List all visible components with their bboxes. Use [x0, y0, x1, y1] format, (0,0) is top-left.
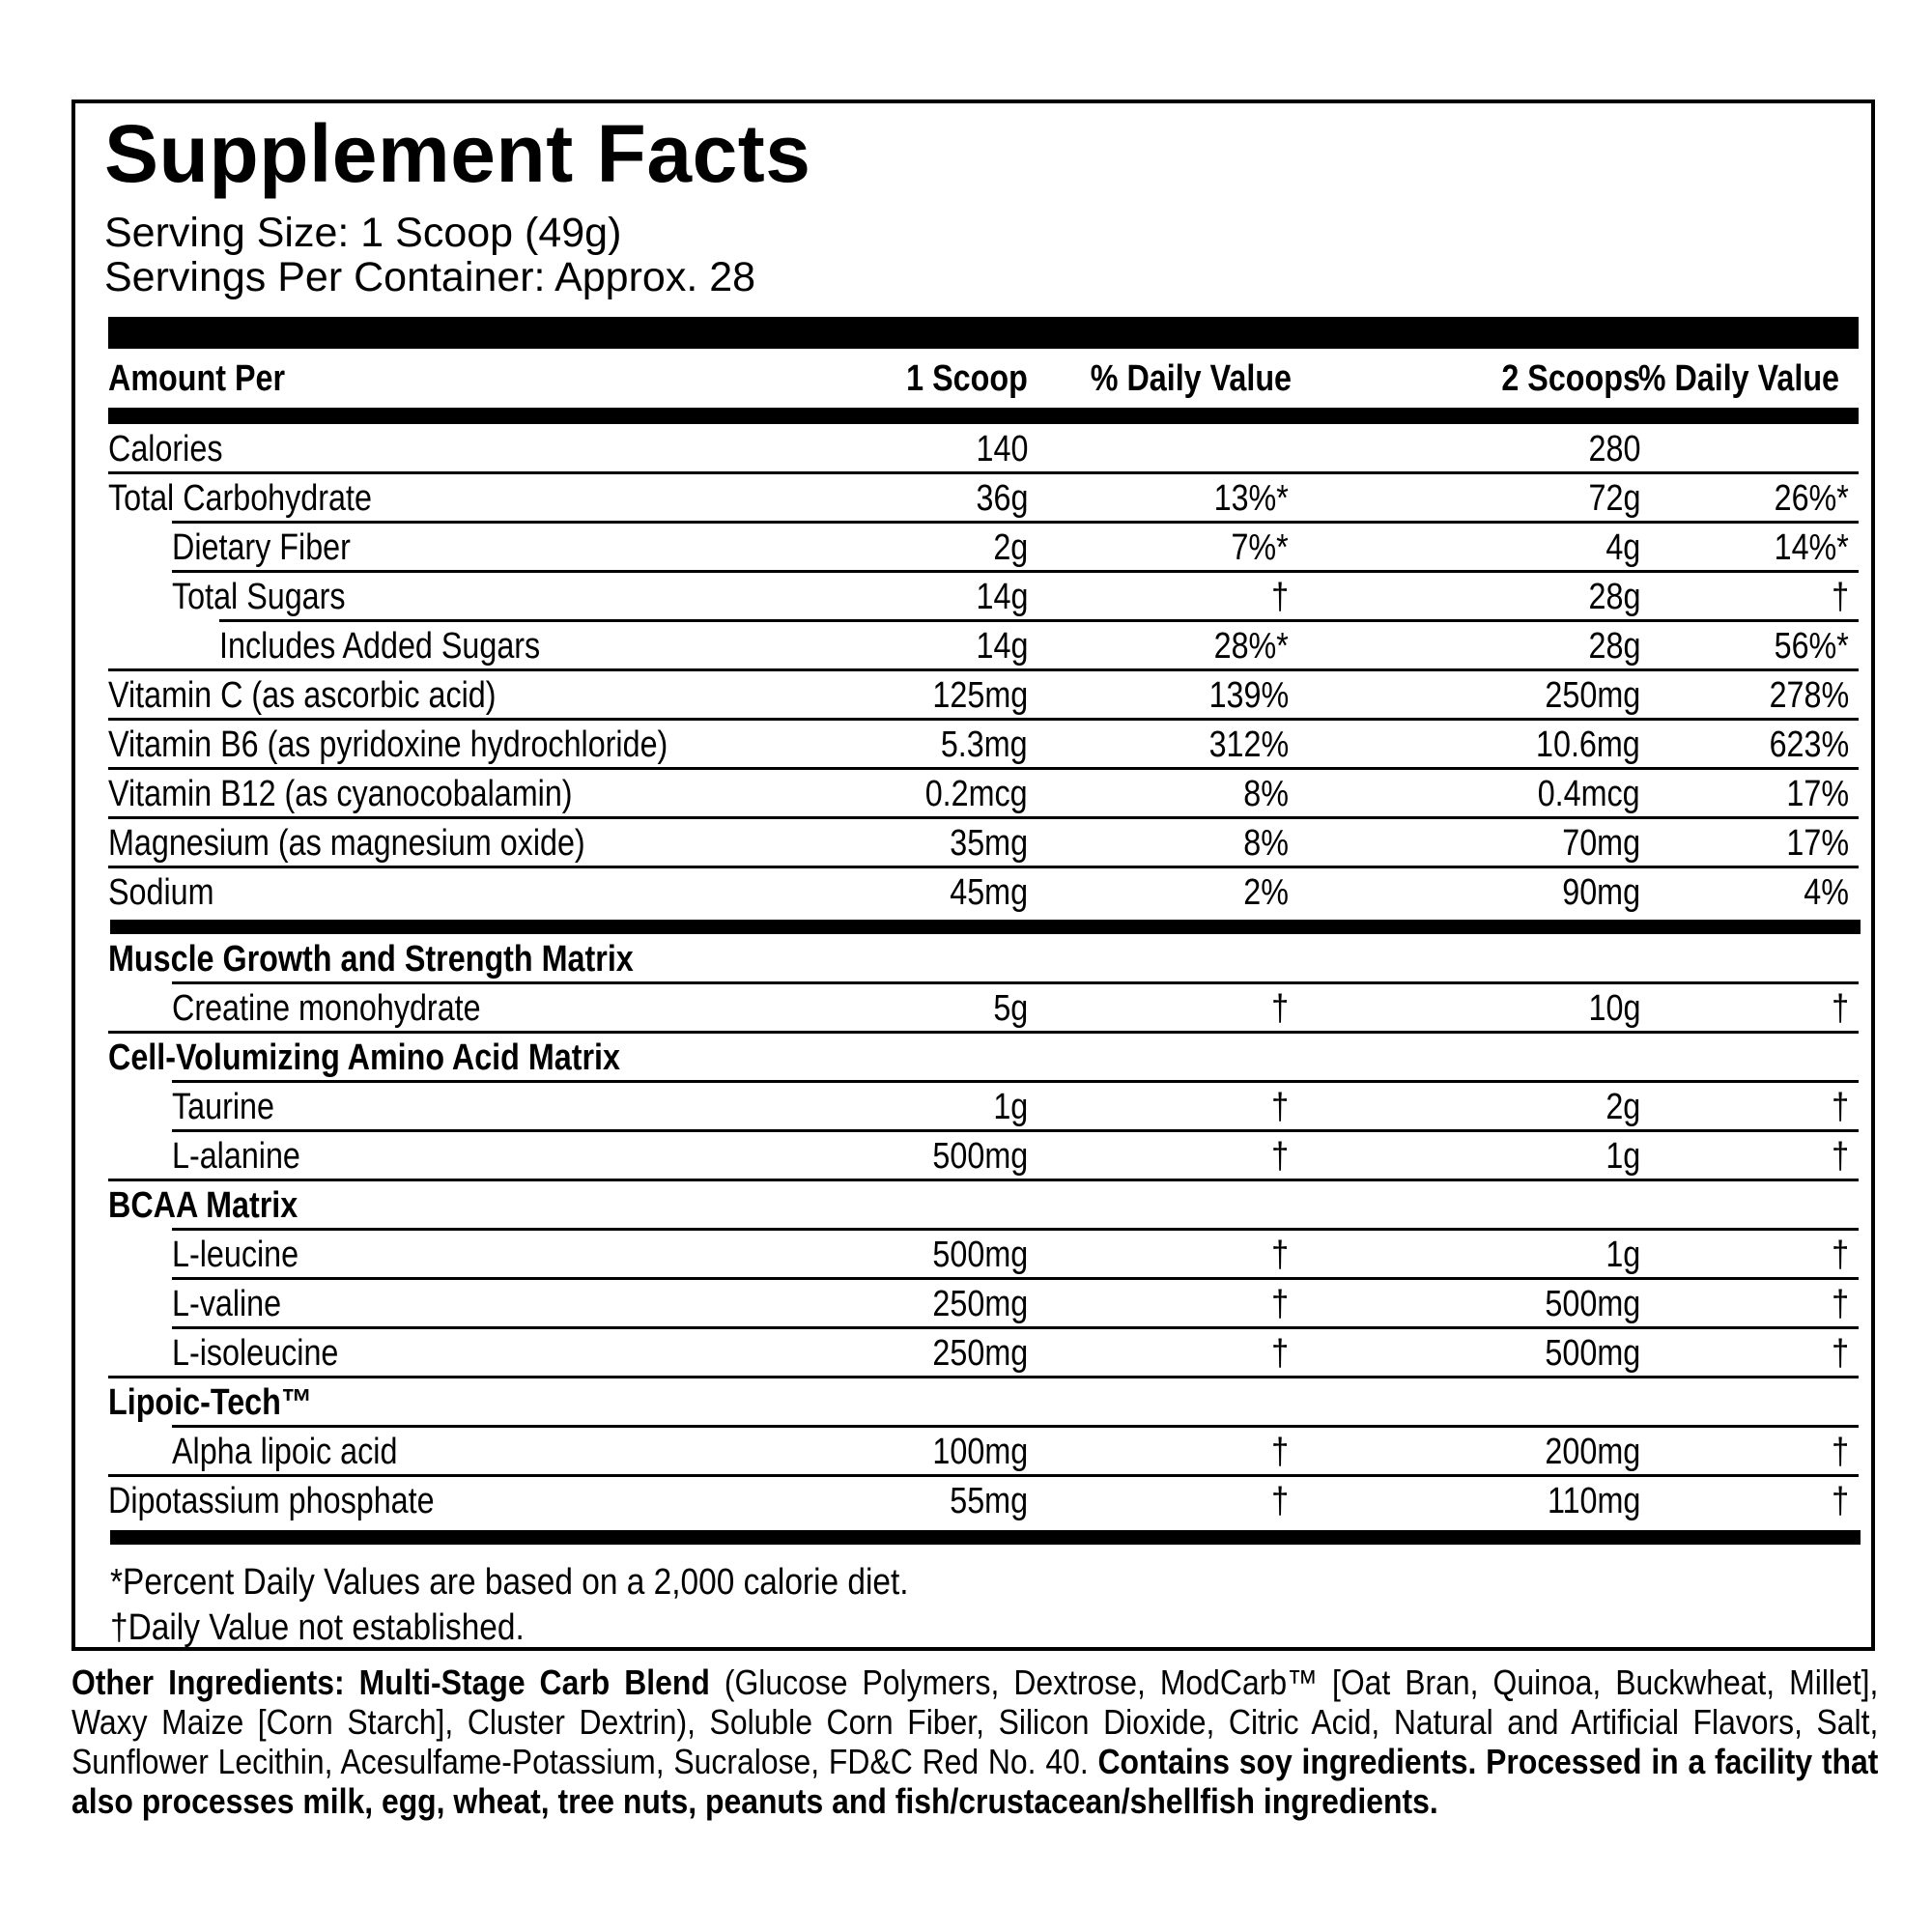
row-one-scoop-amount: 125mg — [932, 675, 1028, 716]
row-label: L-valine — [172, 1284, 282, 1324]
row-one-scoop-amount: 1g — [993, 1087, 1028, 1127]
row-one-scoop-dv: 7%* — [1231, 527, 1289, 568]
row-two-scoops-dv: † — [1832, 1136, 1849, 1177]
row-two-scoops-dv: † — [1832, 1333, 1849, 1374]
row-one-scoop-dv: 139% — [1208, 675, 1289, 716]
row-one-scoop-dv: † — [1271, 1235, 1289, 1275]
row-two-scoops-amount: 72g — [1588, 478, 1640, 519]
serving-size: Serving Size: 1 Scoop (49g) — [104, 210, 622, 256]
facts-row-total-sugars — [108, 572, 1859, 621]
row-label: Dietary Fiber — [172, 527, 351, 568]
row-label: Cell-Volumizing Amino Acid Matrix — [108, 1037, 620, 1078]
row-two-scoops-dv: † — [1832, 1087, 1849, 1127]
row-one-scoop-amount: 0.2mcg — [925, 774, 1028, 814]
header-one-scoop: 1 Scoop — [906, 358, 1028, 399]
row-two-scoops-amount: 500mg — [1545, 1284, 1640, 1324]
row-one-scoop-dv: 13%* — [1213, 478, 1289, 519]
row-one-scoop-amount: 36g — [976, 478, 1028, 519]
row-two-scoops-amount: 200mg — [1545, 1432, 1640, 1472]
row-two-scoops-dv: † — [1832, 1481, 1849, 1521]
ingredients-list: (Glucose Polymers, Dextrose, ModCarb™ [Oat Bran, Quinoa, Buckwheat, Millet], Waxy Maize [Corn Starch], Cluster Dextrin), Soluble Corn Fiber, Silicon Dioxide, Citric Acid, Natural and Artificial Flavors, Salt, Sunflower Lecithin, Acesulfame-Potassium, Sucralose, FD&C Red No. 40. — [71, 1662, 1879, 1781]
facts-row-total-carbohydrate — [108, 473, 1859, 523]
row-label: Alpha lipoic acid — [172, 1432, 398, 1472]
row-two-scoops-dv: 4% — [1804, 872, 1849, 913]
row-one-scoop-amount: 35mg — [950, 823, 1028, 864]
row-one-scoop-dv: † — [1271, 988, 1289, 1029]
row-two-scoops-dv: 17% — [1786, 823, 1849, 864]
row-two-scoops-dv: 623% — [1769, 724, 1849, 765]
row-one-scoop-amount: 5g — [993, 988, 1028, 1029]
allergen-statement: Contains soy ingredients. Processed in a facility that also processes milk, egg, wheat, tree nuts, peanuts and fish/crustacean/shellfish ingredients. — [71, 1742, 1879, 1821]
row-label: L-isoleucine — [172, 1333, 339, 1374]
row-label: L-leucine — [172, 1235, 299, 1275]
row-label: Calories — [108, 429, 223, 469]
row-label: Dipotassium phosphate — [108, 1481, 435, 1521]
facts-row-l-isoleucine — [108, 1328, 1859, 1378]
row-label: Muscle Growth and Strength Matrix — [108, 939, 634, 980]
row-one-scoop-dv: 28%* — [1213, 626, 1289, 667]
facts-row-l-alanine — [108, 1131, 1859, 1180]
row-two-scoops-amount: 1g — [1605, 1235, 1640, 1275]
row-two-scoops-amount: 250mg — [1545, 675, 1640, 716]
facts-row-dietary-fiber — [108, 523, 1859, 572]
column-header-row — [108, 349, 1859, 403]
row-label: Includes Added Sugars — [219, 626, 541, 667]
facts-row-l-leucine — [108, 1230, 1859, 1279]
facts-row-vitamin-b6-as-pyridoxine-hydrochloride — [108, 720, 1859, 769]
facts-row-l-valine — [108, 1279, 1859, 1328]
row-two-scoops-amount: 0.4mcg — [1538, 774, 1640, 814]
row-two-scoops-amount: 10.6mg — [1536, 724, 1640, 765]
row-two-scoops-amount: 110mg — [1547, 1481, 1640, 1521]
facts-row-includes-added-sugars — [108, 621, 1859, 670]
row-one-scoop-dv: 312% — [1208, 724, 1289, 765]
row-two-scoops-amount: 70mg — [1562, 823, 1640, 864]
row-two-scoops-amount: 28g — [1588, 577, 1640, 617]
thick-divider-header — [108, 408, 1859, 424]
row-label: Magnesium (as magnesium oxide) — [108, 823, 585, 864]
row-two-scoops-dv: 14%* — [1774, 527, 1849, 568]
row-label: Vitamin B12 (as cyanocobalamin) — [108, 774, 573, 814]
facts-row-calories — [108, 424, 1859, 473]
row-two-scoops-dv: 56%* — [1774, 626, 1849, 667]
row-two-scoops-dv: 278% — [1769, 675, 1849, 716]
row-label: Sodium — [108, 872, 214, 913]
row-one-scoop-amount: 250mg — [932, 1333, 1028, 1374]
row-one-scoop-amount: 45mg — [950, 872, 1028, 913]
row-label: Vitamin B6 (as pyridoxine hydrochloride) — [108, 724, 668, 765]
thick-divider-top — [108, 317, 1859, 349]
row-one-scoop-amount: 14g — [976, 626, 1028, 667]
servings-per-container: Servings Per Container: Approx. 28 — [104, 254, 756, 300]
facts-row-vitamin-c-as-ascorbic-acid — [108, 670, 1859, 720]
section-heading-cell-volumizing-amino-acid-matrix — [108, 1033, 1859, 1082]
ingredients-label: Other Ingredients: — [71, 1662, 345, 1702]
other-ingredients — [71, 1662, 1878, 1821]
row-one-scoop-amount: 500mg — [932, 1136, 1028, 1177]
thick-divider-bottom — [110, 1530, 1861, 1545]
row-one-scoop-dv: † — [1271, 1481, 1289, 1521]
row-one-scoop-amount: 2g — [993, 527, 1028, 568]
row-two-scoops-dv: † — [1832, 1432, 1849, 1472]
facts-row-taurine — [108, 1082, 1859, 1131]
facts-row-creatine-monohydrate — [108, 983, 1859, 1033]
thick-divider-matrix — [110, 920, 1861, 934]
row-label: Creatine monohydrate — [172, 988, 481, 1029]
row-two-scoops-amount: 280 — [1588, 429, 1640, 469]
row-one-scoop-dv: † — [1271, 1087, 1289, 1127]
row-one-scoop-dv: 8% — [1243, 823, 1289, 864]
section-heading-muscle-growth-and-strength-matrix — [108, 934, 1859, 983]
header-dv-2: % Daily Value — [1637, 358, 1839, 399]
header-two-scoops: 2 Scoops — [1501, 358, 1640, 399]
row-one-scoop-dv: 2% — [1243, 872, 1289, 913]
row-label: Lipoic-Tech™ — [108, 1382, 313, 1423]
row-one-scoop-dv: 8% — [1243, 774, 1289, 814]
row-two-scoops-amount: 500mg — [1545, 1333, 1640, 1374]
row-two-scoops-amount: 28g — [1588, 626, 1640, 667]
row-one-scoop-dv: † — [1271, 577, 1289, 617]
row-label: Taurine — [172, 1087, 274, 1127]
section-heading-lipoic-tech — [108, 1378, 1859, 1427]
panel-title: Supplement Facts — [104, 108, 811, 199]
facts-row-vitamin-b12-as-cyanocobalamin — [108, 769, 1859, 818]
row-label: Vitamin C (as ascorbic acid) — [108, 675, 497, 716]
row-label: BCAA Matrix — [108, 1185, 298, 1226]
row-one-scoop-amount: 55mg — [950, 1481, 1028, 1521]
row-two-scoops-dv: 26%* — [1774, 478, 1849, 519]
header-amount-per: Amount Per — [108, 358, 286, 399]
facts-row-alpha-lipoic-acid — [108, 1427, 1859, 1476]
row-two-scoops-amount: 10g — [1588, 988, 1640, 1029]
row-two-scoops-dv: † — [1832, 577, 1849, 617]
footnote-percent-dv: *Percent Daily Values are based on a 2,000 calorie diet. — [110, 1562, 909, 1603]
row-two-scoops-amount: 4g — [1605, 527, 1640, 568]
row-label: Total Carbohydrate — [108, 478, 372, 519]
row-one-scoop-amount: 5.3mg — [941, 724, 1028, 765]
row-two-scoops-amount: 2g — [1605, 1087, 1640, 1127]
row-one-scoop-dv: † — [1271, 1136, 1289, 1177]
row-one-scoop-amount: 500mg — [932, 1235, 1028, 1275]
footnote-dv-not-established: †Daily Value not established. — [110, 1607, 525, 1648]
carb-blend-name: Multi-Stage Carb Blend — [358, 1662, 710, 1702]
row-one-scoop-amount: 100mg — [932, 1432, 1028, 1472]
row-one-scoop-amount: 140 — [976, 429, 1028, 469]
row-one-scoop-dv: † — [1271, 1432, 1289, 1472]
row-two-scoops-amount: 90mg — [1562, 872, 1640, 913]
row-one-scoop-dv: † — [1271, 1333, 1289, 1374]
row-two-scoops-dv: 17% — [1786, 774, 1849, 814]
facts-row-magnesium-as-magnesium-oxide — [108, 818, 1859, 867]
supplement-facts-panel — [71, 99, 1875, 1651]
facts-row-dipotassium-phosphate — [108, 1476, 1859, 1525]
row-one-scoop-dv: † — [1271, 1284, 1289, 1324]
row-label: L-alanine — [172, 1136, 300, 1177]
row-two-scoops-amount: 1g — [1605, 1136, 1640, 1177]
header-dv-1: % Daily Value — [1090, 358, 1292, 399]
row-two-scoops-dv: † — [1832, 1235, 1849, 1275]
row-label: Total Sugars — [172, 577, 346, 617]
section-heading-bcaa-matrix — [108, 1180, 1859, 1230]
row-one-scoop-amount: 14g — [976, 577, 1028, 617]
row-two-scoops-dv: † — [1832, 1284, 1849, 1324]
row-one-scoop-amount: 250mg — [932, 1284, 1028, 1324]
facts-row-sodium — [108, 867, 1859, 917]
row-two-scoops-dv: † — [1832, 988, 1849, 1029]
